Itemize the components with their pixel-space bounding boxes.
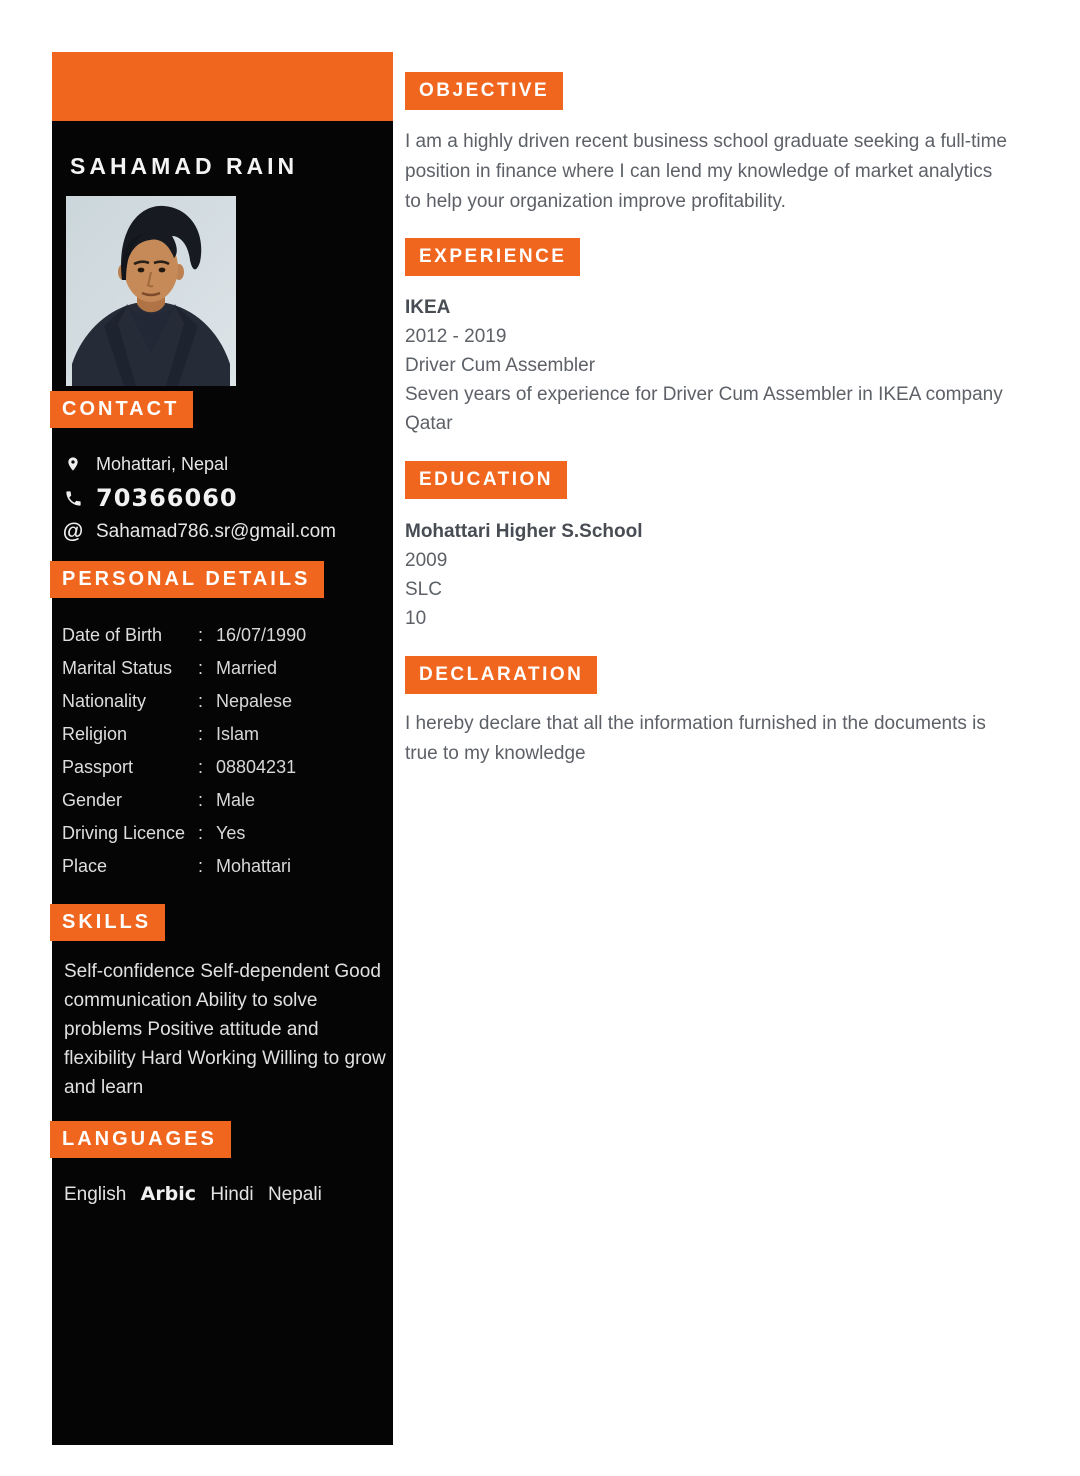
detail-value: Yes bbox=[216, 823, 246, 843]
detail-label: Religion bbox=[62, 724, 128, 744]
sidebar-header-block bbox=[52, 52, 393, 121]
education-section-title: EDUCATION bbox=[405, 461, 567, 499]
declaration-section-title: DECLARATION bbox=[405, 656, 597, 694]
detail-label: Marital Status bbox=[62, 658, 173, 678]
languages-section-title: LANGUAGES bbox=[50, 1121, 231, 1158]
detail-row bbox=[62, 685, 393, 718]
detail-value: 08804231 bbox=[216, 757, 297, 777]
detail-label: Driving Licence bbox=[62, 823, 186, 843]
profile-photo bbox=[66, 196, 236, 386]
detail-label: Date of Birth bbox=[62, 625, 163, 645]
contact-location-row bbox=[62, 451, 393, 477]
detail-value: Nepalese bbox=[216, 691, 293, 711]
detail-row bbox=[62, 718, 393, 751]
contact-phone: 70366060 bbox=[96, 484, 238, 512]
language-item: Nepali bbox=[267, 1184, 322, 1205]
detail-value: Mohattari bbox=[216, 856, 292, 876]
experience-company: IKEA bbox=[405, 297, 451, 318]
detail-row bbox=[62, 850, 393, 883]
personal-details-section-title: PERSONAL DETAILS bbox=[50, 561, 324, 598]
detail-separator: : bbox=[198, 790, 204, 810]
detail-label: Gender bbox=[62, 790, 123, 810]
education-year: 2009 bbox=[405, 550, 448, 571]
education-degree: SLC bbox=[405, 579, 442, 600]
detail-row bbox=[62, 784, 393, 817]
detail-separator: : bbox=[198, 625, 204, 645]
detail-value: 16/07/1990 bbox=[216, 625, 307, 645]
detail-row bbox=[62, 817, 393, 850]
experience-section-title: EXPERIENCE bbox=[405, 238, 580, 276]
contact-location: Mohattari, Nepal bbox=[96, 454, 229, 474]
contact-email-row bbox=[62, 519, 393, 545]
detail-separator: : bbox=[198, 757, 204, 777]
at-icon: @ bbox=[62, 520, 84, 543]
detail-separator: : bbox=[198, 658, 204, 678]
detail-separator: : bbox=[198, 823, 204, 843]
detail-value: Married bbox=[216, 658, 278, 678]
declaration-text: I hereby declare that all the information furnished in the documents is true to my knowledge bbox=[405, 713, 986, 764]
sidebar bbox=[52, 52, 393, 1445]
experience-period: 2012 - 2019 bbox=[405, 326, 507, 347]
education-school: Mohattari Higher S.School bbox=[405, 521, 643, 542]
detail-separator: : bbox=[198, 724, 204, 744]
contact-email: Sahamad786.sr@gmail.com bbox=[96, 521, 337, 542]
language-item: Arbic bbox=[140, 1183, 197, 1205]
experience-description: Seven years of experience for Driver Cum Assembler in IKEA company Qatar bbox=[405, 384, 1003, 434]
skills-text: Self-confidence Self-dependent Good communication Ability to solve problems Positive attitude and flexibility Hard Working Willing to grow and learn bbox=[64, 961, 386, 1098]
detail-label: Place bbox=[62, 856, 108, 876]
objective-text: I am a highly driven recent business school graduate seeking a full-time position in finance where I can lend my knowledge of market analytics to help your organization improve profitability. bbox=[405, 131, 1007, 212]
main-column bbox=[405, 72, 1007, 769]
detail-row bbox=[62, 652, 393, 685]
experience-entry bbox=[405, 293, 1007, 438]
detail-row bbox=[62, 619, 393, 652]
skills-section-title: SKILLS bbox=[50, 904, 165, 941]
detail-separator: : bbox=[198, 856, 204, 876]
detail-label: Passport bbox=[62, 757, 134, 777]
language-item: English bbox=[64, 1184, 127, 1205]
education-grade: 10 bbox=[405, 608, 427, 629]
candidate-name: SAHAMAD RAIN bbox=[70, 153, 299, 179]
languages-list bbox=[64, 1182, 393, 1207]
objective-section-title: OBJECTIVE bbox=[405, 72, 563, 110]
contact-section-title: CONTACT bbox=[50, 391, 193, 428]
phone-icon bbox=[62, 487, 84, 509]
experience-role: Driver Cum Assembler bbox=[405, 355, 596, 376]
detail-label: Nationality bbox=[62, 691, 147, 711]
detail-separator: : bbox=[198, 691, 204, 711]
language-item: Hindi bbox=[210, 1184, 254, 1205]
personal-details-list bbox=[62, 619, 393, 883]
contact-list bbox=[62, 451, 393, 545]
detail-row bbox=[62, 751, 393, 784]
contact-phone-row bbox=[62, 483, 393, 513]
detail-value: Islam bbox=[216, 724, 260, 744]
detail-value: Male bbox=[216, 790, 256, 810]
education-entry bbox=[405, 517, 1007, 633]
location-pin-icon bbox=[62, 453, 84, 475]
